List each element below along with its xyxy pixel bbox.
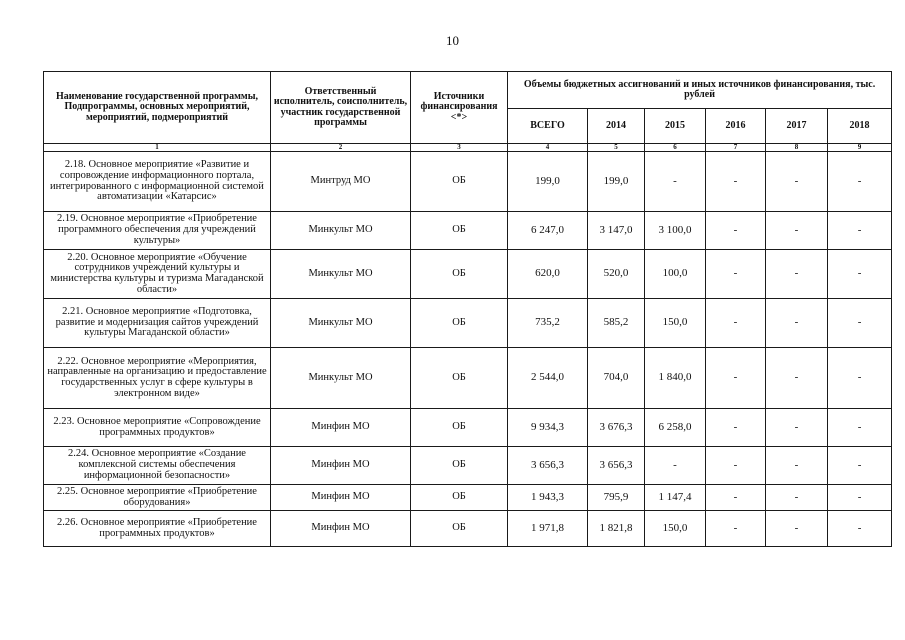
row-executor: Минкульт МО [271, 212, 411, 250]
table-row [44, 511, 892, 547]
row-value-2016: - [706, 212, 766, 250]
row-value-2016: - [706, 348, 766, 409]
row-source: ОБ [411, 409, 508, 447]
header-executor: Ответственный исполнитель, соисполнитель, участник государственной программы [271, 72, 411, 144]
row-value-2015: 150,0 [645, 299, 706, 348]
row-source: ОБ [411, 212, 508, 250]
row-value-2018: - [828, 299, 892, 348]
header-volumes: Объемы бюджетных ассигнований и иных источников финансирования, тыс. рублей [508, 72, 892, 109]
row-name: 2.26. Основное мероприятие «Приобретение программных продуктов» [44, 511, 271, 547]
row-executor: Минфин МО [271, 447, 411, 485]
row-value-2017: - [766, 299, 828, 348]
header-year-2018: 2018 [828, 109, 892, 144]
row-total: 6 247,0 [508, 212, 588, 250]
row-value-2016: - [706, 152, 766, 212]
column-number: 7 [706, 144, 766, 152]
row-value-2017: - [766, 511, 828, 547]
row-value-2018: - [828, 250, 892, 299]
row-total: 3 656,3 [508, 447, 588, 485]
table-row [44, 348, 892, 409]
row-value-2017: - [766, 250, 828, 299]
row-executor: Минкульт МО [271, 250, 411, 299]
header-source: Источники финансирования <*> [411, 72, 508, 144]
row-total: 620,0 [508, 250, 588, 299]
row-value-2017: - [766, 348, 828, 409]
row-total: 735,2 [508, 299, 588, 348]
row-value-2014: 1 821,8 [588, 511, 645, 547]
row-value-2017: - [766, 485, 828, 511]
row-value-2015: - [645, 152, 706, 212]
row-name: 2.24. Основное мероприятие «Создание комплексной системы обеспечения информационной безопасности» [44, 447, 271, 485]
row-source: ОБ [411, 511, 508, 547]
table-row [44, 447, 892, 485]
row-value-2016: - [706, 299, 766, 348]
row-name: 2.22. Основное мероприятие «Мероприятия, направленные на организацию и предоставление государственных услуг в сфере культуры в электронном виде» [44, 348, 271, 409]
table-row [44, 212, 892, 250]
row-value-2018: - [828, 348, 892, 409]
row-source: ОБ [411, 348, 508, 409]
row-executor: Минфин МО [271, 409, 411, 447]
row-value-2018: - [828, 447, 892, 485]
row-value-2016: - [706, 409, 766, 447]
table-row [44, 409, 892, 447]
row-name: 2.19. Основное мероприятие «Приобретение программного обеспечения для учреждений культуры» [44, 212, 271, 250]
row-value-2018: - [828, 511, 892, 547]
header-name: Наименование государственной программы, Подпрограммы, основных мероприятий, мероприятий, подмероприятий [44, 72, 271, 144]
column-number: 2 [271, 144, 411, 152]
row-value-2014: 3 676,3 [588, 409, 645, 447]
row-value-2014: 795,9 [588, 485, 645, 511]
row-total: 1 971,8 [508, 511, 588, 547]
row-value-2015: 100,0 [645, 250, 706, 299]
row-executor: Минфин МО [271, 511, 411, 547]
row-source: ОБ [411, 250, 508, 299]
page-number: 10 [446, 33, 459, 48]
table-row [44, 485, 892, 511]
row-name: 2.21. Основное мероприятие «Подготовка, развитие и модернизация сайтов учреждений культуры Магаданской области» [44, 299, 271, 348]
row-name: 2.20. Основное мероприятие «Обучение сотрудников учреждений культуры и министерства культуры и туризма Магаданской области» [44, 250, 271, 299]
header-total: ВСЕГО [508, 109, 588, 144]
row-value-2015: 1 147,4 [645, 485, 706, 511]
row-value-2018: - [828, 212, 892, 250]
budget-table [43, 71, 892, 547]
table-row [44, 250, 892, 299]
header-year-2016: 2016 [706, 109, 766, 144]
row-name: 2.18. Основное мероприятие «Развитие и сопровождение информационного портала, интегрированного с информационной системой автоматизации «Катарсис» [44, 152, 271, 212]
row-value-2014: 3 147,0 [588, 212, 645, 250]
column-number: 8 [766, 144, 828, 152]
row-total: 1 943,3 [508, 485, 588, 511]
row-value-2017: - [766, 409, 828, 447]
row-name: 2.23. Основное мероприятие «Сопровождение программных продуктов» [44, 409, 271, 447]
row-total: 2 544,0 [508, 348, 588, 409]
row-source: ОБ [411, 485, 508, 511]
row-value-2014: 3 656,3 [588, 447, 645, 485]
table-row [44, 299, 892, 348]
row-value-2017: - [766, 447, 828, 485]
row-value-2015: 3 100,0 [645, 212, 706, 250]
row-value-2016: - [706, 447, 766, 485]
column-number: 5 [588, 144, 645, 152]
row-total: 199,0 [508, 152, 588, 212]
row-value-2018: - [828, 409, 892, 447]
row-value-2015: 1 840,0 [645, 348, 706, 409]
row-value-2016: - [706, 485, 766, 511]
row-value-2016: - [706, 250, 766, 299]
row-executor: Минкульт МО [271, 348, 411, 409]
row-value-2017: - [766, 212, 828, 250]
row-value-2014: 520,0 [588, 250, 645, 299]
row-value-2018: - [828, 152, 892, 212]
row-executor: Минкульт МО [271, 299, 411, 348]
row-value-2015: - [645, 447, 706, 485]
column-number: 4 [508, 144, 588, 152]
row-source: ОБ [411, 152, 508, 212]
row-value-2015: 150,0 [645, 511, 706, 547]
column-number: 3 [411, 144, 508, 152]
row-value-2018: - [828, 485, 892, 511]
column-number-row [44, 144, 892, 152]
column-number: 6 [645, 144, 706, 152]
row-value-2014: 704,0 [588, 348, 645, 409]
row-executor: Минтруд МО [271, 152, 411, 212]
row-source: ОБ [411, 447, 508, 485]
row-value-2014: 199,0 [588, 152, 645, 212]
row-value-2015: 6 258,0 [645, 409, 706, 447]
row-total: 9 934,3 [508, 409, 588, 447]
row-value-2017: - [766, 152, 828, 212]
header-year-2015: 2015 [645, 109, 706, 144]
table-row [44, 152, 892, 212]
row-name: 2.25. Основное мероприятие «Приобретение оборудования» [44, 485, 271, 511]
row-value-2016: - [706, 511, 766, 547]
row-source: ОБ [411, 299, 508, 348]
header-year-2014: 2014 [588, 109, 645, 144]
row-value-2014: 585,2 [588, 299, 645, 348]
row-executor: Минфин МО [271, 485, 411, 511]
column-number: 1 [44, 144, 271, 152]
column-number: 9 [828, 144, 892, 152]
header-year-2017: 2017 [766, 109, 828, 144]
